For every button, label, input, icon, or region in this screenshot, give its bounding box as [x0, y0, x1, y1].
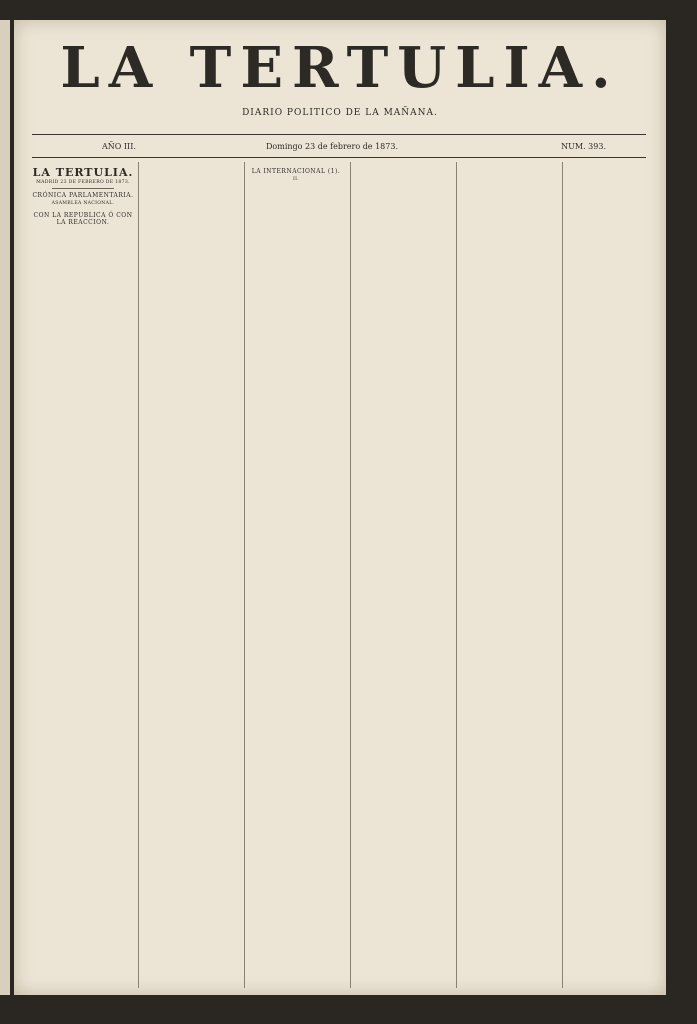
top-rule: [32, 134, 646, 135]
divider: [52, 188, 114, 189]
issue-number: NUM. 393.: [561, 142, 606, 151]
column-2: [138, 162, 241, 988]
subsection-heading: ASAMBLEA NACIONAL.: [51, 201, 115, 206]
place-date: MADRID 23 DE FEBRERO DE 1873.: [36, 180, 130, 185]
issue-date: Domingo 23 de febrero de 1873.: [266, 142, 398, 151]
column-1: [32, 162, 134, 988]
article-part: II.: [293, 177, 299, 182]
dateline-rule: [32, 157, 646, 158]
masthead-subtitle: DIARIO POLITICO DE LA MAÑANA.: [242, 108, 438, 118]
column-title: LA TERTULIA.: [32, 166, 134, 179]
issue-year: AÑO III.: [102, 142, 136, 151]
masthead-title: LA TERTULIA.: [60, 35, 620, 101]
section-heading: CRÓNICA PARLAMENTARIA.: [32, 192, 134, 199]
newspaper-page: [14, 20, 666, 995]
column-3: [244, 162, 347, 988]
column-5: [456, 162, 559, 988]
column-6: [562, 162, 663, 988]
column-4: [350, 162, 453, 988]
article-heading: CON LA REPUBLICA Ó CON LA REACCION.: [33, 212, 133, 226]
article-heading: LA INTERNACIONAL (1).: [251, 168, 341, 175]
dateline: [14, 140, 666, 156]
adjacent-page-edge: [0, 20, 10, 995]
